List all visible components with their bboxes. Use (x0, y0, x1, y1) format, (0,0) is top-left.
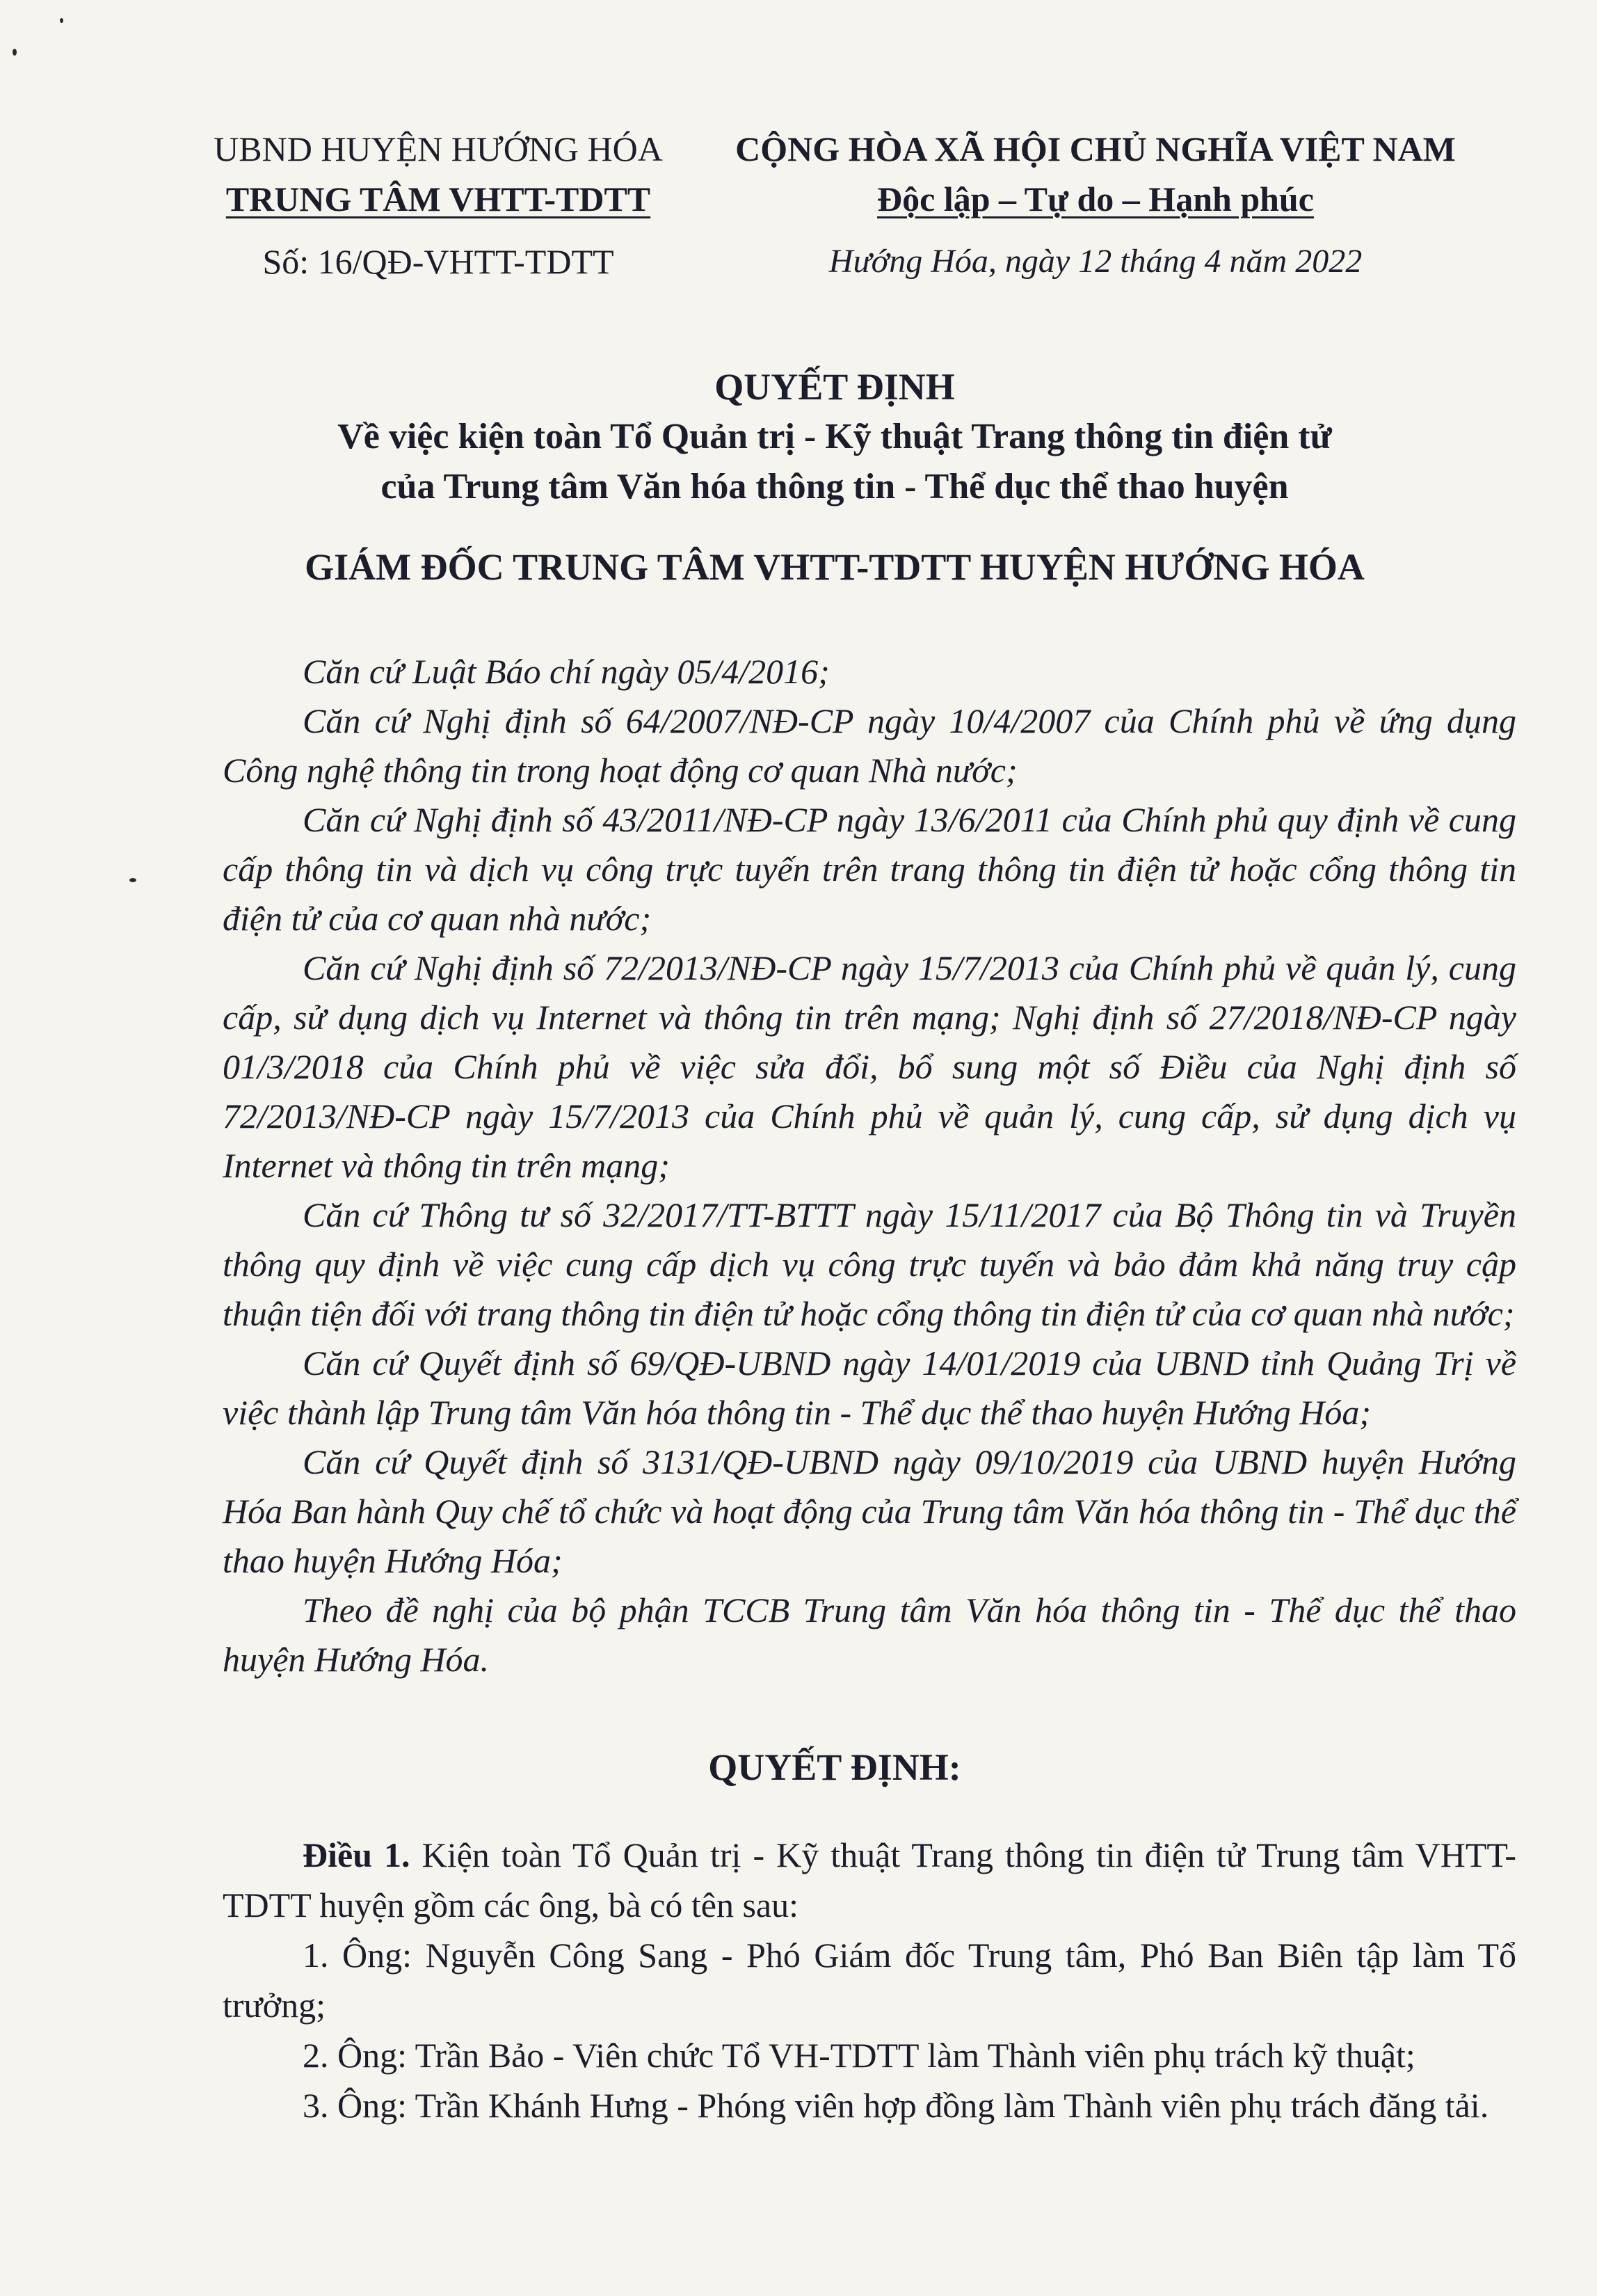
document-type-title: QUYẾT ĐỊNH (714, 366, 955, 408)
scan-speck (60, 18, 63, 23)
legal-basis-item: Căn cứ Nghị định số 43/2011/NĐ-CP ngày 13/6/2011 của Chính phủ quy định về cung cấp thông tin và dịch vụ công trực tuyến trên trang thông tin điện tử hoặc cổng thông tin điện tử của cơ quan nhà nước; (223, 800, 1516, 938)
legal-basis-item: Căn cứ Thông tư số 32/2017/TT-BTTT ngày 15/11/2017 của Bộ Thông tin và Truyền thông quy định về việc cung cấp dịch vụ công trực tuyến và bảo đảm khả năng truy cập thuận tiện đối với trang thông tin điện tử hoặc cổng thông tin điện tử của cơ quan nhà nước; (223, 1195, 1516, 1333)
document-title-block (174, 362, 1495, 512)
member-item: 2. Ông: Trần Bảo - Viên chức Tổ VH-TDTT làm Thành viên phụ trách kỹ thuật; (303, 2036, 1415, 2075)
legal-basis-item: Căn cứ Quyết định số 3131/QĐ-UBND ngày 09/10/2019 của UBND huyện Hướng Hóa Ban hành Quy chế tổ chức và hoạt động của Trung tâm Văn hóa thông tin - Thể dục thể thao huyện Hướng Hóa; (223, 1442, 1516, 1580)
member-item: 3. Ông: Trần Khánh Hưng - Phóng viên hợp đồng làm Thành viên phụ trách đăng tải. (303, 2086, 1489, 2125)
article-1-intro (223, 1830, 1516, 1930)
articles-section (223, 1830, 1516, 2130)
scan-speck (13, 49, 17, 56)
article-1-label: Điều 1. (303, 1835, 410, 1874)
national-motto: Độc lập – Tự do – Hạnh phúc (877, 180, 1314, 218)
issuing-authority: GIÁM ĐỐC TRUNG TÂM VHTT-TDTT HUYỆN HƯỚNG HÓA (305, 546, 1365, 588)
national-title-block (696, 124, 1495, 287)
decision-heading: QUYẾT ĐỊNH: (708, 1746, 961, 1788)
issuing-organization: TRUNG TÂM VHTT-TDTT (225, 180, 651, 218)
parent-agency: UBND HUYỆN HƯỚNG HÓA (214, 129, 663, 168)
legal-basis-item: Theo đề nghị của bộ phận TCCB Trung tâm Văn hóa thông tin - Thể dục thể thao huyện Hướng Hóa. (223, 1591, 1516, 1679)
issuing-agency-block (174, 124, 703, 287)
document-number: Số: 16/QĐ-VHTT-TDTT (262, 242, 614, 281)
document-header (174, 124, 1495, 291)
legal-basis-item: Căn cứ Quyết định số 69/QĐ-UBND ngày 14/01/2019 của UBND tỉnh Quảng Trị về việc thành lập Trung tâm Văn hóa thông tin - Thể dục thể thao huyện Hướng Hóa; (223, 1344, 1516, 1432)
legal-basis-item: Căn cứ Nghị định số 72/2013/NĐ-CP ngày 15/7/2013 của Chính phủ về quản lý, cung cấp, sử dụng dịch vụ Internet và thông tin trên mạng; Nghị định số 27/2018/NĐ-CP ngày 01/3/2018 của Chính phủ về việc sửa đổi, bổ sung một số Điều của Nghị định số 72/2013/NĐ-CP ngày 15/7/2013 của Chính phủ về quản lý, cung cấp, sử dụng dịch vụ Internet và thông tin trên mạng; (223, 948, 1516, 1185)
legal-basis-item: Căn cứ Nghị định số 64/2007/NĐ-CP ngày 10/4/2007 của Chính phủ về ứng dụng Công nghệ thông tin trong hoạt động cơ quan Nhà nước; (223, 701, 1516, 790)
legal-basis-item: Căn cứ Luật Báo chí ngày 05/4/2016; (303, 652, 830, 691)
article-1-text: Kiện toàn Tổ Quản trị - Kỹ thuật Trang thông tin điện tử Trung tâm VHTT-TDTT huyện gồm các ông, bà có tên sau: (223, 1835, 1517, 1924)
country-name: CỘNG HÒA XÃ HỘI CHỦ NGHĨA VIỆT NAM (735, 129, 1456, 168)
legal-bases (223, 647, 1516, 1684)
scan-speck (129, 878, 136, 882)
member-item: 1. Ông: Nguyễn Công Sang - Phó Giám đốc Trung tâm, Phó Ban Biên tập làm Tổ trưởng; (223, 1936, 1516, 2025)
subject-line-1: Về việc kiện toàn Tổ Quản trị - Kỹ thuật Trang thông tin điện tử (337, 417, 1332, 456)
place-and-date: Hướng Hóa, ngày 12 tháng 4 năm 2022 (828, 243, 1363, 280)
subject-line-2: của Trung tâm Văn hóa thông tin - Thể dục thể thao huyện (380, 467, 1289, 507)
